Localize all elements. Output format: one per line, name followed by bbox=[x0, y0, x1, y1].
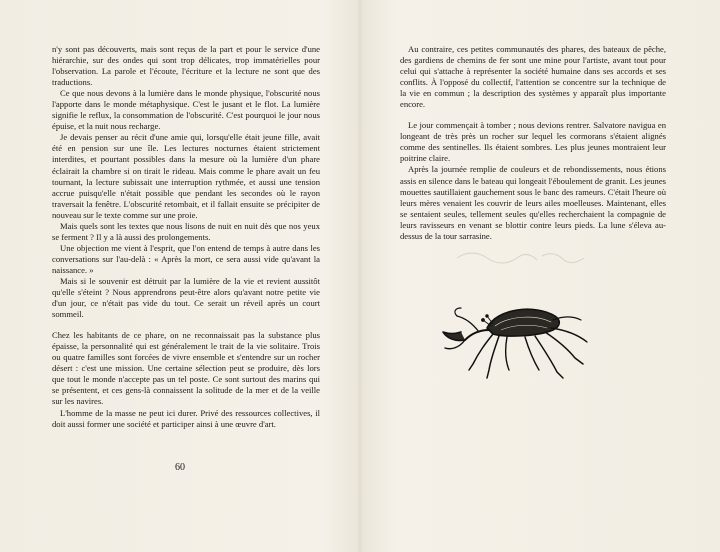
paragraph: n'y sont pas découverts, mais sont reçus de la part et pour le service d'une hiérarchie, sur des ondes qui sont trop délicates, trop immatérielles pour l'observation. La parole et l'écoute, l'écriture et la lecture ne sont que des traductions. bbox=[52, 44, 320, 88]
crab-icon bbox=[435, 290, 595, 385]
paragraph: Le jour commençait à tomber ; nous devions rentrer. Salvatore navigua en longeant de très près un rocher sur lequel les cormorans s'étaient alignés comme des sentinelles. Ils étaient sombres. Les plus jeunes montraient leur poitrine claire. bbox=[400, 120, 666, 164]
paragraph: Après la journée remplie de couleurs et de rebondissements, nous étions assis en silence dans le bateau qui longeait l'éboulement de granit. Les jeunes mouettes sautillaient gauchement sous le banc des rameurs. C'était l'heure où leurs mères venaient les couvrir de leurs ailes moelleuses. Maintenant, elles se sentaient seules, tellement seules qu'elles recherchaient la compagnie de leurs ravisseurs en venant se blottir contre leurs pieds. La lune s'éleva au-dessus de la tour sarrasine. bbox=[400, 164, 666, 241]
bleed-through-sketch bbox=[452, 238, 592, 278]
paragraph: Au contraire, ces petites communautés des phares, des bateaux de pêche, des gardiens de chemins de fer sont une mine pour l'artiste, avant tout pour celui qui s'attache à représenter la société humaine dans ses accords et ses conflits. À l'opposé du collectif, l'attention se concentre sur la technique de la vie en commun ; la description des systèmes y apparaît plus importante encore. bbox=[400, 44, 666, 110]
left-page-text bbox=[52, 44, 320, 430]
paragraph: Chez les habitants de ce phare, on ne reconnaissait pas la substance plus épaisse, la personnalité qui est généralement le trait de la vie solitaire. Trois ou quatre familles sont forcées de vivre ensemble et s'entendre sur un rocher désert : c'est une mission. Une certaine sélection peut se produire, dès lors que tout le monde n'accepte pas un tel poste. Ce sont surtout des marins qui se présentent, et ces gens-là connaissent la solitude de la mer et de la veille sur les navires. bbox=[52, 330, 320, 407]
paragraph: Mais si le souvenir est détruit par la lumière de la vie et revient aussitôt qu'elle s'éteint ? Nous apprendrons peut-être alors qu'avant notre petite vie d'un jour, ce n'était pas vide du tout. Ce serait un réveil après un court sommeil. bbox=[52, 275, 320, 320]
paragraph: Ce que nous devons à la lumière dans le monde physique, l'obscurité nous l'apporte dans le monde métaphysique. C'est le jusant et le flot. La lumière signifie le reflux, la consommation de l'obscurité. C'est pourquoi le jour nous épuise, et la nuit nous recharge. bbox=[52, 88, 320, 132]
paragraph: Je devais penser au récit d'une amie qui, lorsqu'elle était jeune fille, avait été en pension sur une île. Les lectures nocturnes étaient strictement interdites, et pourtant possibles dans la mesure où la lumière d'un phare éclairait la chambre si on tirait le rideau. Mais comme le phare avait un feu tournant, la lecture subissait une interruption rythmée, et aussi une tension accrue puisqu'elle n'était possible que pendant les secondes où le rayon traversait la fenêtre. L'obscurité retombait, et il fallait ensuite se précipiter de nouveau sur le texte comme sur une proie. bbox=[52, 132, 320, 220]
paragraph: Mais quels sont les textes que nous lisons de nuit en nuit dès que nos yeux se ferment ? Il y a là aussi des prolongements. bbox=[52, 220, 320, 242]
paragraph: Une objection me vient à l'esprit, que l'on entend de temps à autre dans les conversations sur l'au-delà : « Après la mort, ce sera aussi vide qu'avant la naissance. » bbox=[52, 242, 320, 275]
page-number: 60 bbox=[175, 462, 185, 473]
paragraph: L'homme de la masse ne peut ici durer. Privé des ressources collectives, il doit aussi former une société et participer ainsi à une œuvre d'art. bbox=[52, 407, 320, 429]
right-page-text bbox=[400, 44, 666, 242]
